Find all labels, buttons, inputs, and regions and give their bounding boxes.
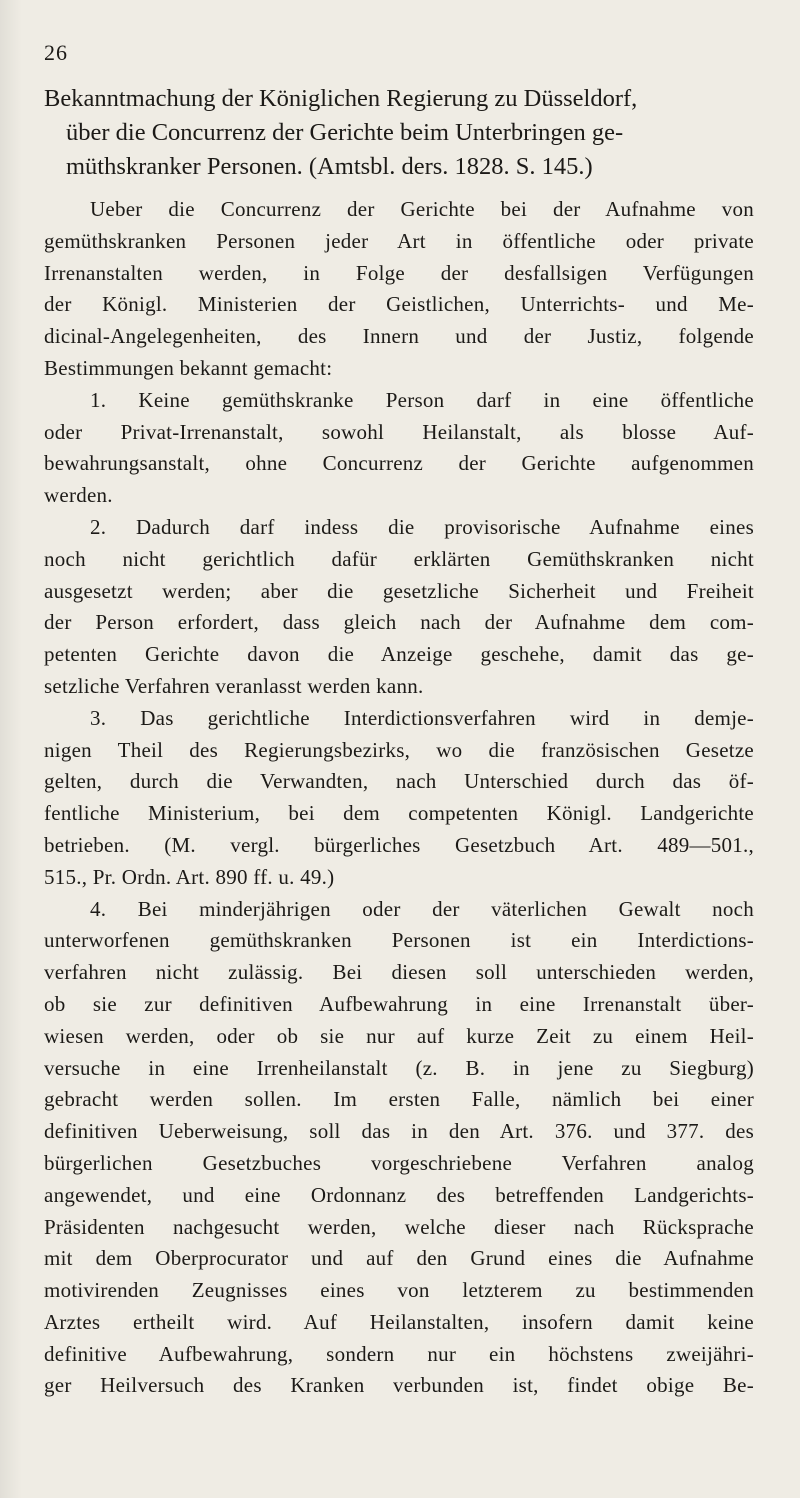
text-line: der Person erfordert, dass gleich nach der Aufnahme dem com-: [44, 610, 754, 635]
text-line: 1. Keine gemüthskranke Person darf in eine öffentliche: [90, 387, 754, 412]
section-3: [44, 703, 754, 894]
text-line: ausgesetzt werden; aber die gesetzliche Sicherheit und Freiheit: [44, 578, 754, 603]
page-number: 26: [44, 40, 68, 65]
text-line: angewendet, und eine Ordonnanz des betreffenden Landgerichts-: [44, 1182, 754, 1207]
document-title: [44, 82, 754, 184]
text-line: nigen Theil des Regierungsbezirks, wo die französischen Gesetze: [44, 737, 754, 762]
text-line: 2. Dadurch darf indess die provisorische Aufnahme eines: [90, 514, 754, 539]
text-line: definitiven Ueberweisung, soll das in den Art. 376. und 377. des: [44, 1119, 754, 1144]
text-line: fentliche Ministerium, bei dem competenten Königl. Landgerichte: [44, 801, 754, 826]
text-line: bürgerlichen Gesetzbuches vorgeschriebene Verfahren analog: [44, 1150, 754, 1175]
page-edge-shadow: [0, 0, 22, 1498]
text-line: oder Privat-Irrenanstalt, sowohl Heilanstalt, als blosse Auf-: [44, 419, 754, 444]
text-line: definitive Aufbewahrung, sondern nur ein höchstens zweijähri-: [44, 1341, 754, 1366]
text-line: 4. Bei minderjährigen oder der väterlichen Gewalt noch: [90, 896, 754, 921]
section-4: [44, 894, 754, 1403]
text-line: ob sie zur definitiven Aufbewahrung in eine Irrenanstalt über-: [44, 991, 754, 1016]
title-line: müthskranker Personen. (Amtsbl. ders. 1828. S. 145.): [66, 153, 593, 180]
text-line: dicinal-Angelegenheiten, des Innern und der Justiz, folgende: [44, 324, 754, 349]
text-line: Bestimmungen bekannt gemacht:: [44, 355, 333, 380]
text-line: der Königl. Ministerien der Geistlichen, Unterrichts- und Me-: [44, 292, 754, 317]
text-line: Arztes ertheilt wird. Auf Heilanstalten, insofern damit keine: [44, 1309, 754, 1334]
text-line: 3. Das gerichtliche Interdictionsverfahren wird in demje-: [90, 705, 754, 730]
text-line: bewahrungsanstalt, ohne Concurrenz der Gerichte aufgenommen: [44, 451, 754, 476]
text-line: 515., Pr. Ordn. Art. 890 ff. u. 49.): [44, 864, 335, 889]
text-line: unterworfenen gemüthskranken Personen ist ein Interdictions-: [44, 928, 754, 953]
text-line: verfahren nicht zulässig. Bei diesen soll unterschieden werden,: [44, 960, 754, 985]
text-line: versuche in eine Irrenheilanstalt (z. B. in jene zu Siegburg): [44, 1055, 754, 1080]
text-line: ger Heilversuch des Kranken verbunden ist, findet obige Be-: [44, 1373, 754, 1398]
section-2: [44, 512, 754, 703]
text-line: werden.: [44, 483, 113, 508]
text-line: Präsidenten nachgesucht werden, welche dieser nach Rücksprache: [44, 1214, 754, 1239]
text-line: wiesen werden, oder ob sie nur auf kurze Zeit zu einem Heil-: [44, 1023, 754, 1048]
text-line: noch nicht gerichtlich dafür erklärten Gemüthskranken nicht: [44, 546, 754, 571]
text-line: Irrenanstalten werden, in Folge der desfallsigen Verfügungen: [44, 260, 754, 285]
title-line: über die Concurrenz der Gerichte beim Unterbringen ge-: [66, 119, 624, 146]
text-line: gemüthskranken Personen jeder Art in öffentliche oder private: [44, 228, 754, 253]
text-line: gebracht werden sollen. Im ersten Falle, nämlich bei einer: [44, 1087, 754, 1112]
text-line: mit dem Oberprocurator und auf den Grund eines die Aufnahme: [44, 1246, 754, 1271]
text-line: gelten, durch die Verwandten, nach Unterschied durch das öf-: [44, 769, 754, 794]
section-1: [44, 385, 754, 512]
text-line: petenten Gerichte davon die Anzeige geschehe, damit das ge-: [44, 642, 754, 667]
intro-paragraph: [44, 194, 754, 385]
body-text: [44, 194, 754, 1402]
text-line: betrieben. (M. vergl. bürgerliches Gesetzbuch Art. 489—501.,: [44, 832, 754, 857]
text-line: motivirenden Zeugnisses eines von letzterem zu bestimmenden: [44, 1278, 754, 1303]
title-line: Bekanntmachung der Königlichen Regierung zu Düsseldorf,: [44, 85, 638, 112]
text-line: setzliche Verfahren veranlasst werden kann.: [44, 673, 424, 698]
text-line: Ueber die Concurrenz der Gerichte bei der Aufnahme von: [90, 197, 754, 221]
